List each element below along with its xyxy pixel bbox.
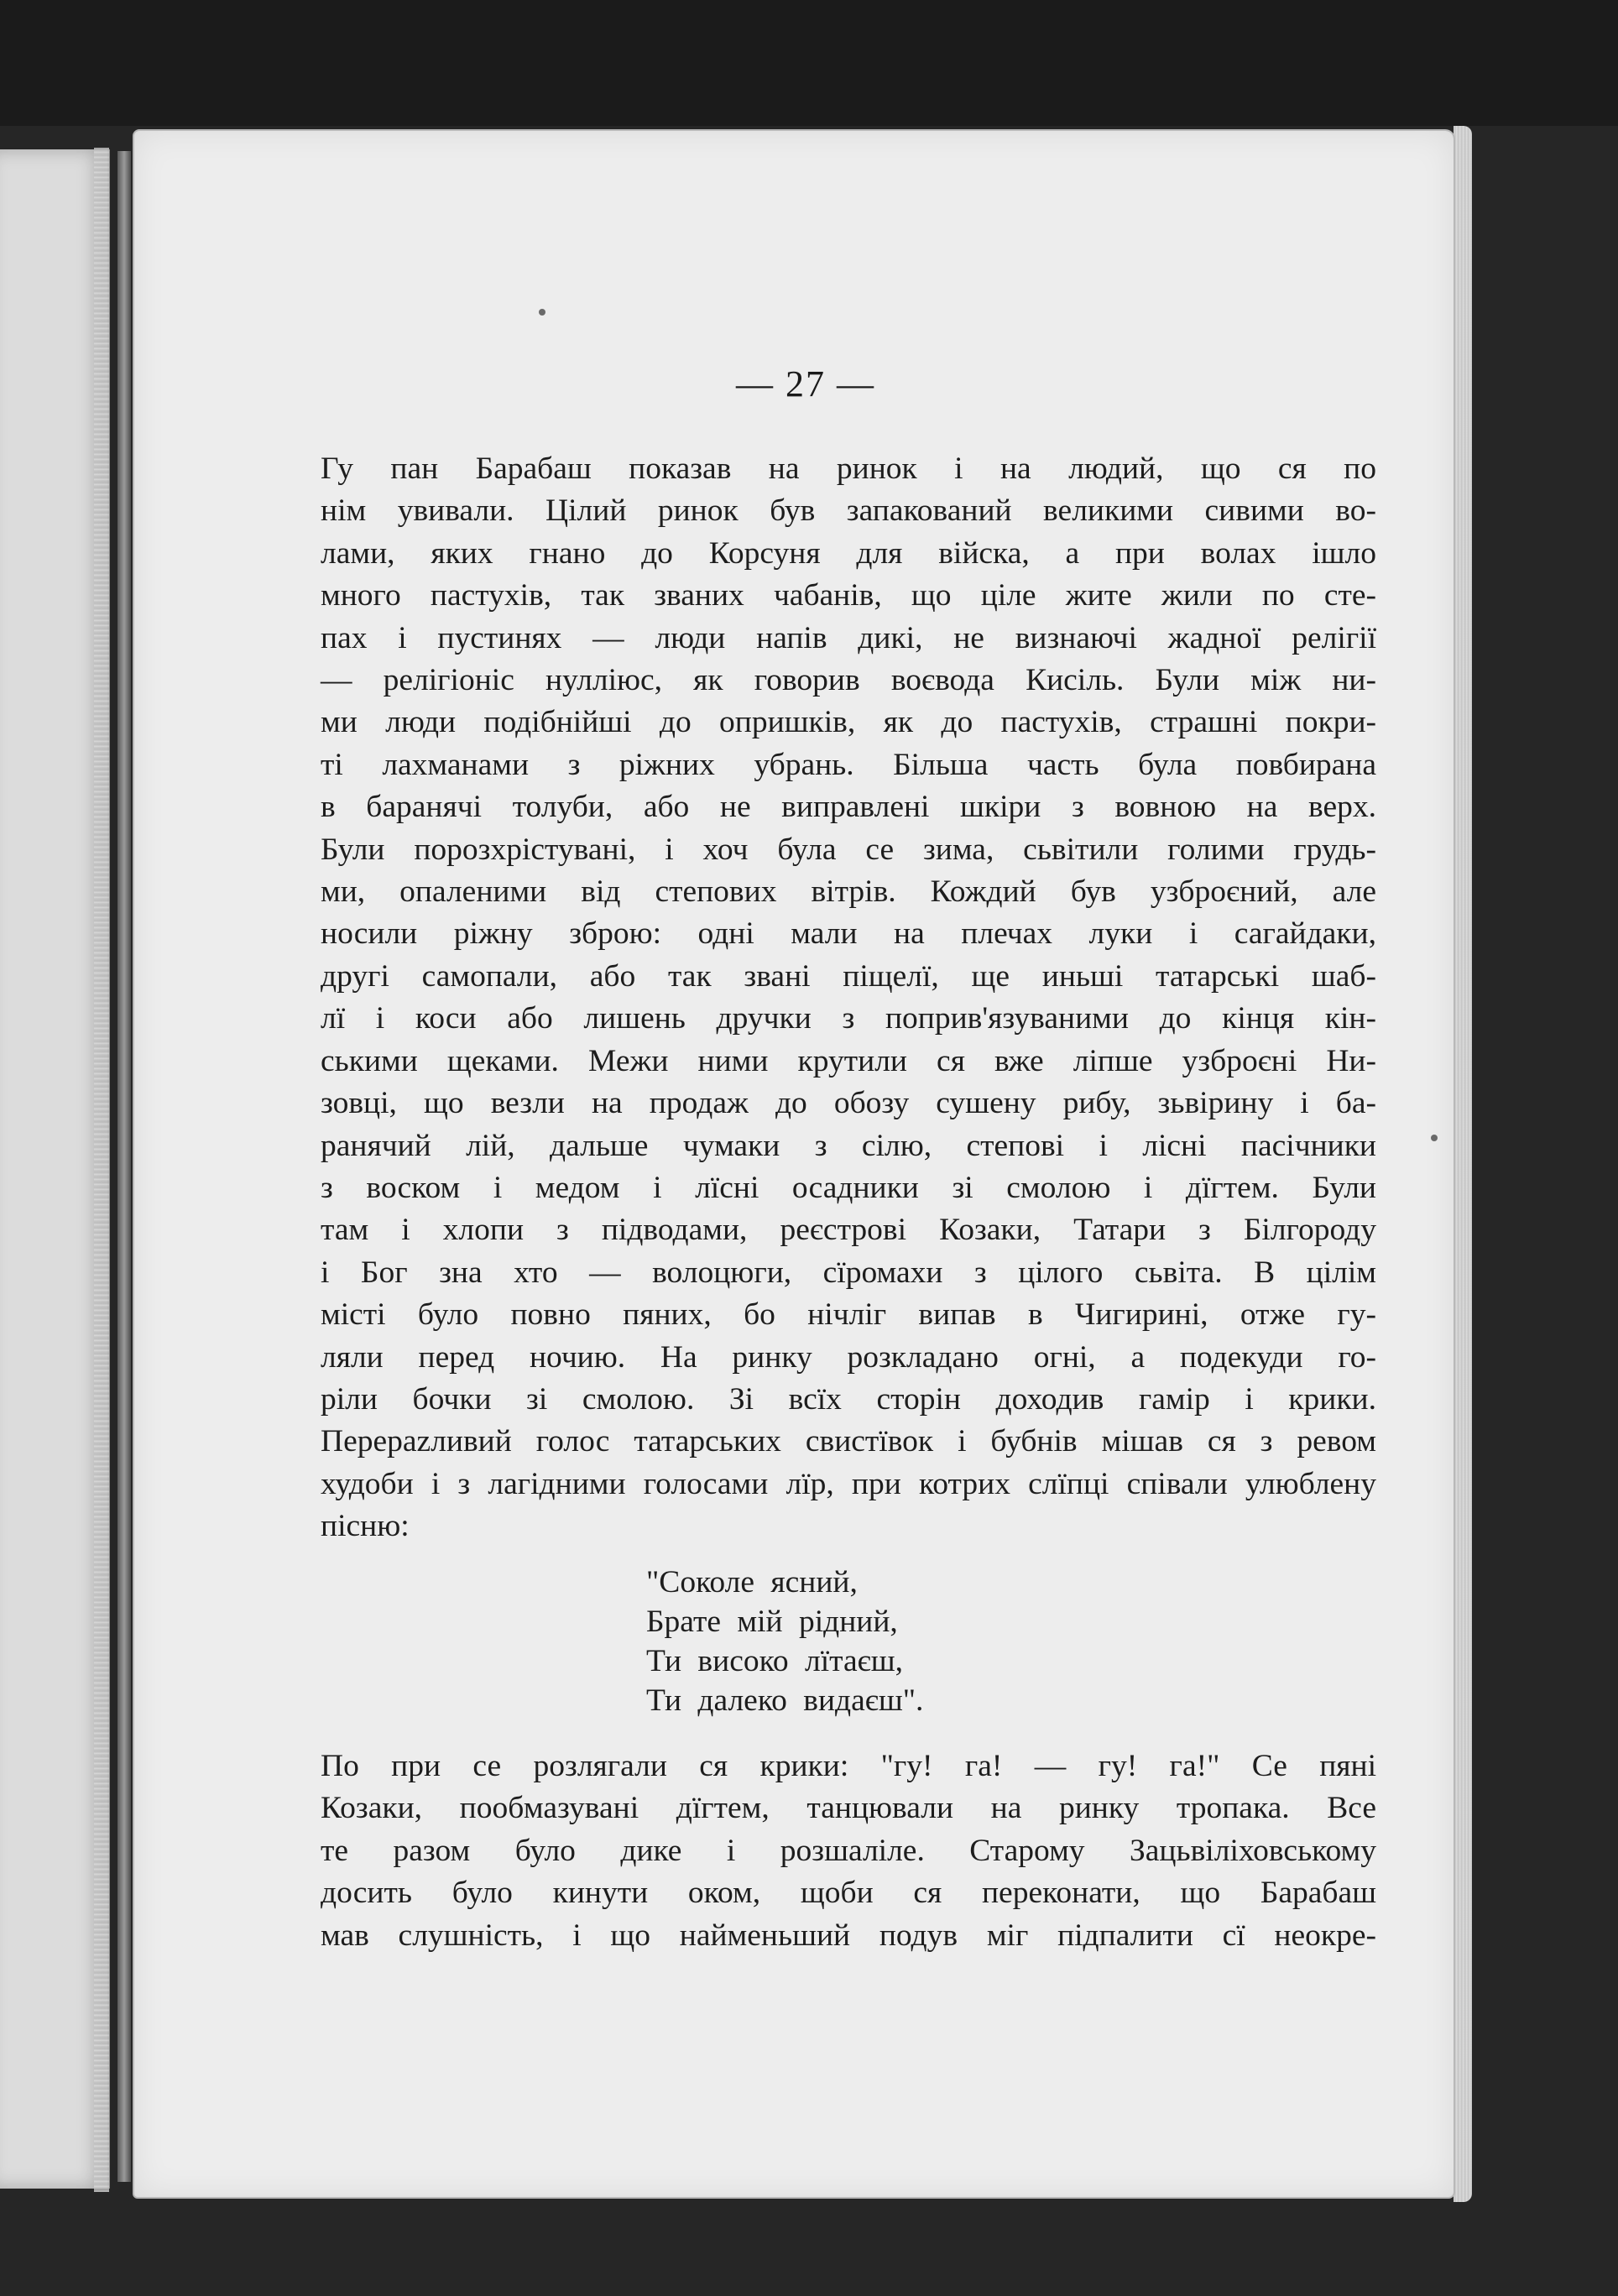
paragraph <box>321 448 1376 1548</box>
text-line: зовці, що везли на продаж до обозу сушену рибу, зьвірину і ба- <box>321 1086 1376 1121</box>
text-line: ськими щеками. Межи ними крутили ся вже ліпше узброєні Ни- <box>321 1043 1376 1078</box>
text-line: Гу пан Барабаш показав на ринок і на людий, що ся по <box>321 451 1376 486</box>
text-line: в баранячі толуби, або не виправлені шкіри з вовною на верх. <box>321 790 1376 825</box>
text-line: Козаки, пообмазувані дїгтем, танцювали на ринку тропака. Все <box>321 1791 1376 1826</box>
text-line: Були порозхрістувані, і хоч була се зима, сьвітили голими грудь- <box>321 832 1376 867</box>
text-line: пах і пустинях — люди напів дикі, не визнаючі жадної релігії <box>321 620 1376 655</box>
text-line: ляли перед ночию. На ринку розкладано огні, а подекуди го- <box>321 1339 1376 1375</box>
text-line: нім увивали. Цілий ринок був запакований великими сивими во- <box>321 493 1376 529</box>
text-line: з воском і медом і лїсні осадники зі смолою і дїгтем. Були <box>321 1170 1376 1205</box>
text-line: По при се розлягали ся крики: "гу! га! — гу! га!" Се пяні <box>321 1749 1376 1783</box>
text-line: много пастухів, так званих чабанів, що ціле жите жили по сте- <box>321 578 1376 613</box>
paragraph <box>321 1745 1376 1957</box>
text-line: лї і коси або лишень дручки з поприв'язуваними до кінця кін- <box>321 1001 1376 1036</box>
text-line: худоби і з лагідними голосами лїр, при котрих слїпці співали улюблену <box>321 1466 1376 1501</box>
text-line: мав слушність, і що найменьший подув міг підпалити сї неокре- <box>321 1918 1376 1953</box>
left-page-edge <box>94 148 109 2192</box>
text-line: ріли бочки зі смолою. Зі всїх сторін доходив гамір і крики. <box>321 1381 1376 1417</box>
poem-verse: Ти високо лїтаєш, <box>646 1644 903 1678</box>
text-line: пісню: <box>321 1509 410 1544</box>
poem-verse: Ти далеко видаєш". <box>646 1683 924 1718</box>
text-line: ті лахманами з ріжних убрань. Більша часть була повбирана <box>321 747 1376 782</box>
text-line: ми люди подібнійші до опришків, як до пастухів, страшні покри- <box>321 705 1376 740</box>
scan-background <box>0 0 1618 126</box>
text-line: лами, яких гнано до Корсуня для війска, а при волах ішло <box>321 535 1376 571</box>
paper-speck <box>1431 1135 1438 1141</box>
page-stack-edge <box>1454 126 1472 2202</box>
text-line: те разом було дике і розшаліле. Старому Зацьвіліховському <box>321 1833 1376 1868</box>
text-line: досить було кинути оком, щоби ся переконати, що Барабаш <box>321 1876 1376 1911</box>
poem-verse: Брате мій рідний, <box>646 1605 898 1639</box>
text-line: Перерazливий голос татарських свистївок і бубнів мішав ся з ревом <box>321 1424 1376 1459</box>
text-line: там і хлопи з підводами, реєстрові Козаки, Татари з Білгороду <box>321 1213 1376 1248</box>
text-line: — релігіоніс нулліюс, як говорив воєвода Кисіль. Були між ни- <box>321 663 1376 698</box>
poem-quote <box>646 1563 923 1720</box>
page-number: — 27 — <box>736 363 875 404</box>
text-line: носили ріжну зброю: одні мали на плечах луки і сагайдаки, <box>321 916 1376 952</box>
poem-verse: "Соколе ясний, <box>646 1565 858 1599</box>
text-line: ранячий лій, дальше чумаки з сілю, степові і лісні пасічники <box>321 1128 1376 1163</box>
text-line: і Бог зна хто — волоцюги, сїромахи з цілого сьвіта. В цілім <box>321 1255 1376 1290</box>
text-line: другі самопали, або так звані піщелї, ще иньші татарські шаб- <box>321 958 1376 994</box>
text-line: ми, опаленими від степових вітрів. Кождий був узброєний, але <box>321 874 1376 910</box>
book-spine-binding <box>117 151 131 2182</box>
text-line: місті було повно пяних, бо нічліг випав в Чигирині, отже гу- <box>321 1297 1376 1333</box>
paper-speck <box>539 309 545 316</box>
